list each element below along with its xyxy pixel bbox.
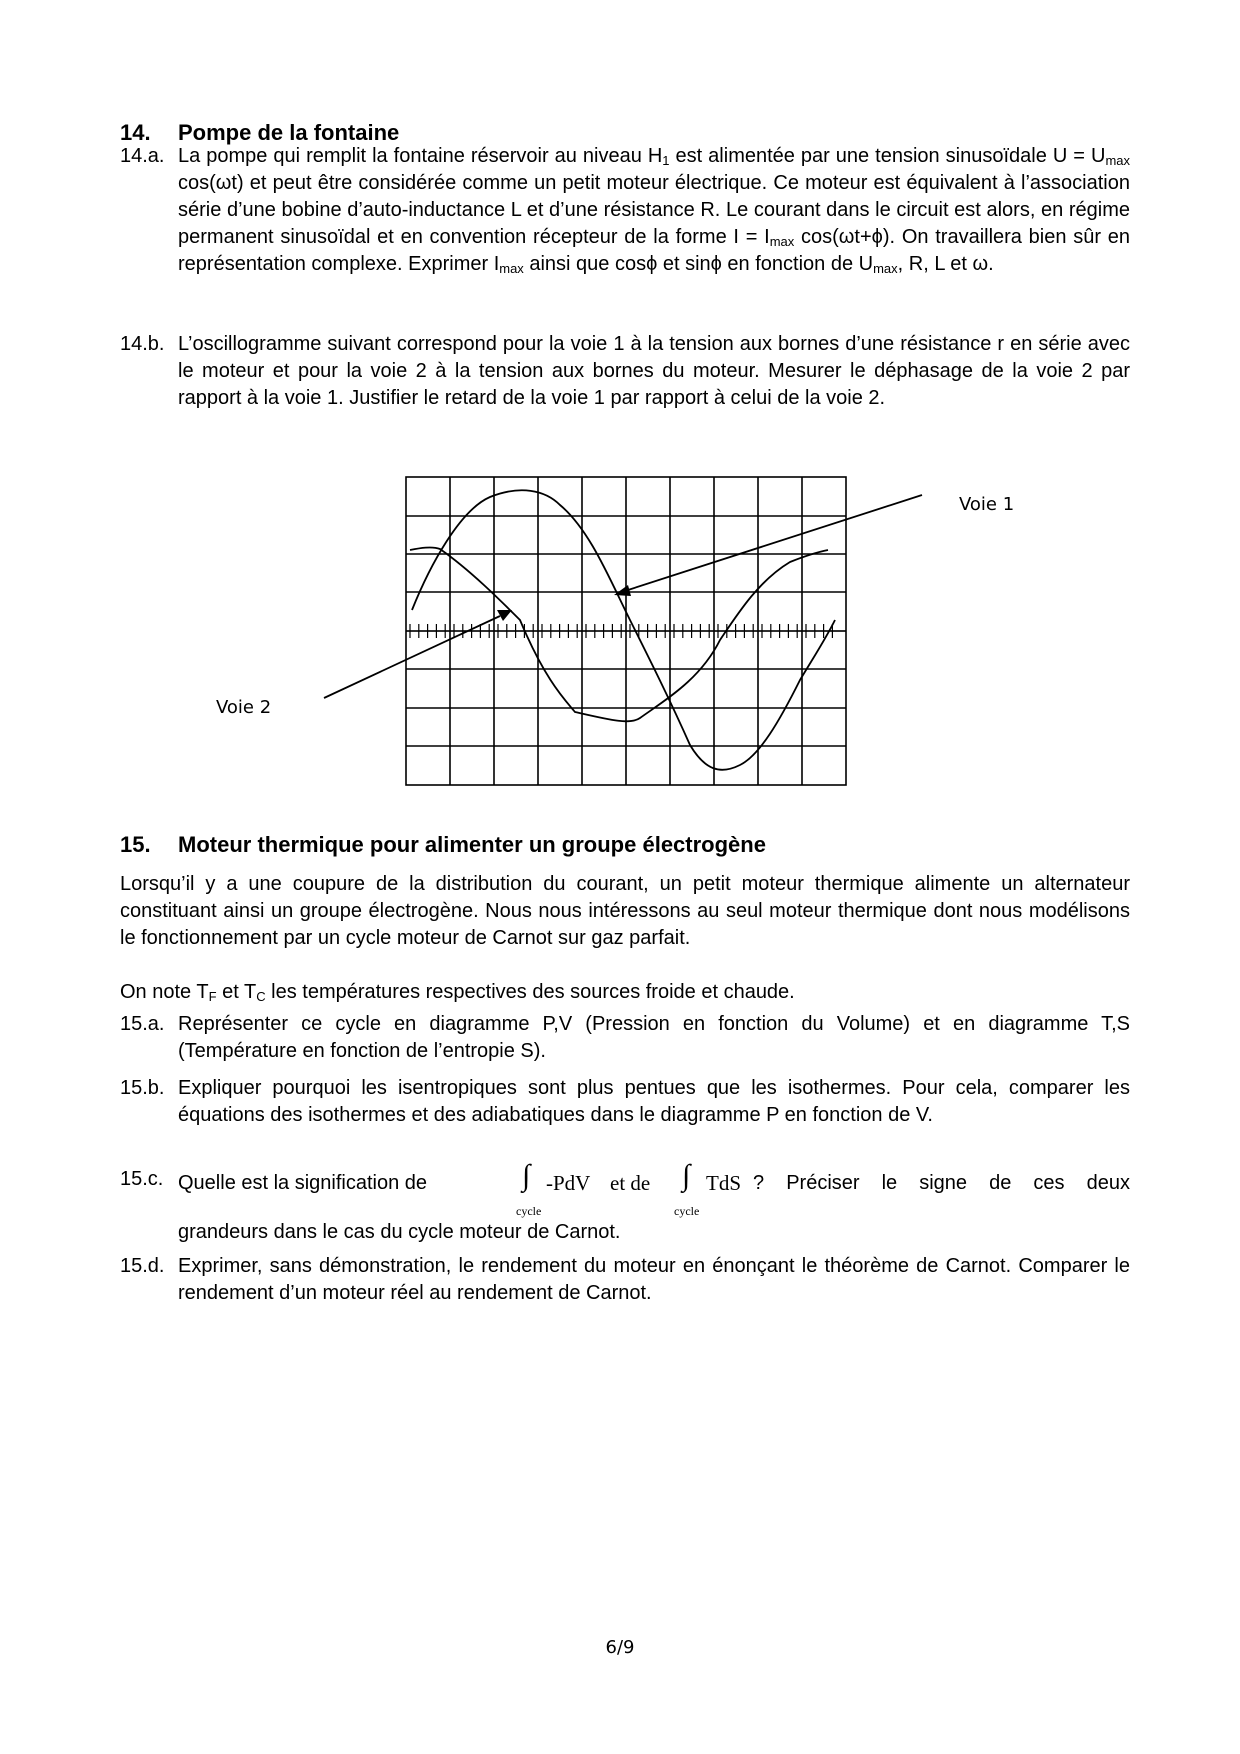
- question-15a-text: Représenter ce cycle en diagramme P,V (Pression en fonction du Volume) et en diagramme T,S (Température en fonction de l’entropie S).: [178, 1013, 1130, 1062]
- voie-2-label: Voie 2: [216, 697, 272, 718]
- question-15d-text: Exprimer, sans démonstration, le rendement du moteur en énonçant le théorème de Carnot. Comparer le rendement d’un moteur réel au rendement de Carnot.: [178, 1255, 1130, 1304]
- section-15-note: [120, 979, 1130, 1006]
- integral-icon-2: ∫: [682, 1159, 691, 1192]
- integral-cycle-label: cycle: [516, 1204, 542, 1218]
- question-15a-label: 15.a.: [120, 1013, 165, 1035]
- section-15-number: 15.: [120, 832, 151, 857]
- voie-1-arrow: [614, 495, 922, 596]
- q15c-part1: Quelle est la signification de: [178, 1172, 428, 1194]
- note-part2: et T: [216, 981, 257, 1003]
- question-15c: [120, 1159, 1130, 1246]
- voie-1-curve: [412, 490, 835, 770]
- question-15a: [120, 1011, 1130, 1065]
- integral-cycle-label-2: cycle: [674, 1204, 700, 1218]
- q14a-u-subscript-2: max: [873, 261, 898, 276]
- q15c-part3: grandeurs dans le cas du cycle moteur de Carnot.: [178, 1221, 621, 1243]
- page-number: 6/9: [605, 1637, 635, 1658]
- q14a-part1: La pompe qui remplit la fontaine réservoir au niveau H: [178, 145, 663, 167]
- q14a-i-subscript-2: max: [499, 261, 524, 276]
- q15c-part2: ? Préciser le signe de ces deux: [753, 1172, 1130, 1194]
- q15c-expr-tds: TdS: [706, 1171, 742, 1195]
- voie-2-curve: [410, 547, 828, 721]
- q14a-part2: est alimentée par une tension sinusoïdale U = U: [669, 145, 1106, 167]
- note-part1: On note T: [120, 981, 209, 1003]
- question-15d-label: 15.d.: [120, 1255, 165, 1277]
- section-14-title: Pompe de la fontaine: [178, 120, 400, 145]
- q15c-expr-pdv: -PdV: [546, 1171, 591, 1195]
- q14a-part3: cos(ωt) et peut être considérée comme un petit moteur électrique. Ce moteur est équivalent à l’association série d’une bobine d’auto-inductance L et d’une résistance R. Le courant dans le circuit est alors, en régime permanent sinusoïdal et en convention récepteur de la forme I = I: [178, 172, 1130, 248]
- question-15b-label: 15.b.: [120, 1077, 165, 1099]
- question-15c-text: [178, 1159, 1130, 1246]
- question-15c-label: 15.c.: [120, 1168, 164, 1190]
- q14a-part4: cos(ωt+ϕ). On travaillera bien sûr en représentation complexe. Exprimer I: [178, 226, 1130, 275]
- question-15d: [120, 1253, 1130, 1307]
- question-14b-label: 14.b.: [120, 333, 165, 355]
- q14a-h-subscript: 1: [662, 153, 670, 168]
- q15c-mid: et de: [610, 1171, 651, 1195]
- note-tc-subscript: C: [256, 989, 266, 1004]
- question-15b-text: Expliquer pourquoi les isentropiques sont plus pentues que les isothermes. Pour cela, comparer les équations des isothermes et des adiabatiques dans le diagramme P en fonction de V.: [178, 1077, 1130, 1126]
- note-tf-subscript: F: [208, 989, 217, 1004]
- integral-icon: ∫: [522, 1159, 531, 1192]
- question-14b-text: L’oscillogramme suivant correspond pour la voie 1 à la tension aux bornes d’une résistance r en série avec le moteur et pour la voie 2 à la tension aux bornes du moteur. Mesurer le déphasage de la voie 2 par rapport à la voie 1. Justifier le retard de la voie 1 par rapport à celui de la voie 2.: [178, 333, 1130, 409]
- q14a-u-subscript: max: [1105, 153, 1130, 168]
- question-14a-label: 14.a.: [120, 145, 165, 167]
- question-15c-formula-line: [178, 1159, 1130, 1221]
- question-15b: [120, 1075, 1130, 1129]
- oscillogram-figure: [0, 0, 1240, 800]
- voie-2-arrow: [324, 610, 512, 698]
- note-part3: les températures respectives des sources froide et chaude.: [265, 981, 795, 1003]
- section-15-title: Moteur thermique pour alimenter un groupe électrogène: [178, 832, 766, 857]
- section-14-number: 14.: [120, 120, 151, 145]
- q14a-part5: ainsi que cosϕ et sinϕ en fonction de U: [523, 253, 874, 275]
- section-15-heading: [120, 832, 766, 858]
- voie-1-label: Voie 1: [959, 494, 1015, 515]
- q14a-i-subscript: max: [769, 234, 795, 249]
- section-15-intro: Lorsqu’il y a une coupure de la distribution du courant, un petit moteur thermique alimente un alternateur constituant ainsi un groupe électrogène. Nous nous intéressons au seul moteur thermique dont nous modélisons le fonctionnement par un cycle moteur de Carnot sur gaz parfait.: [120, 873, 1130, 949]
- q14a-part6: , R, L et ω.: [897, 253, 994, 275]
